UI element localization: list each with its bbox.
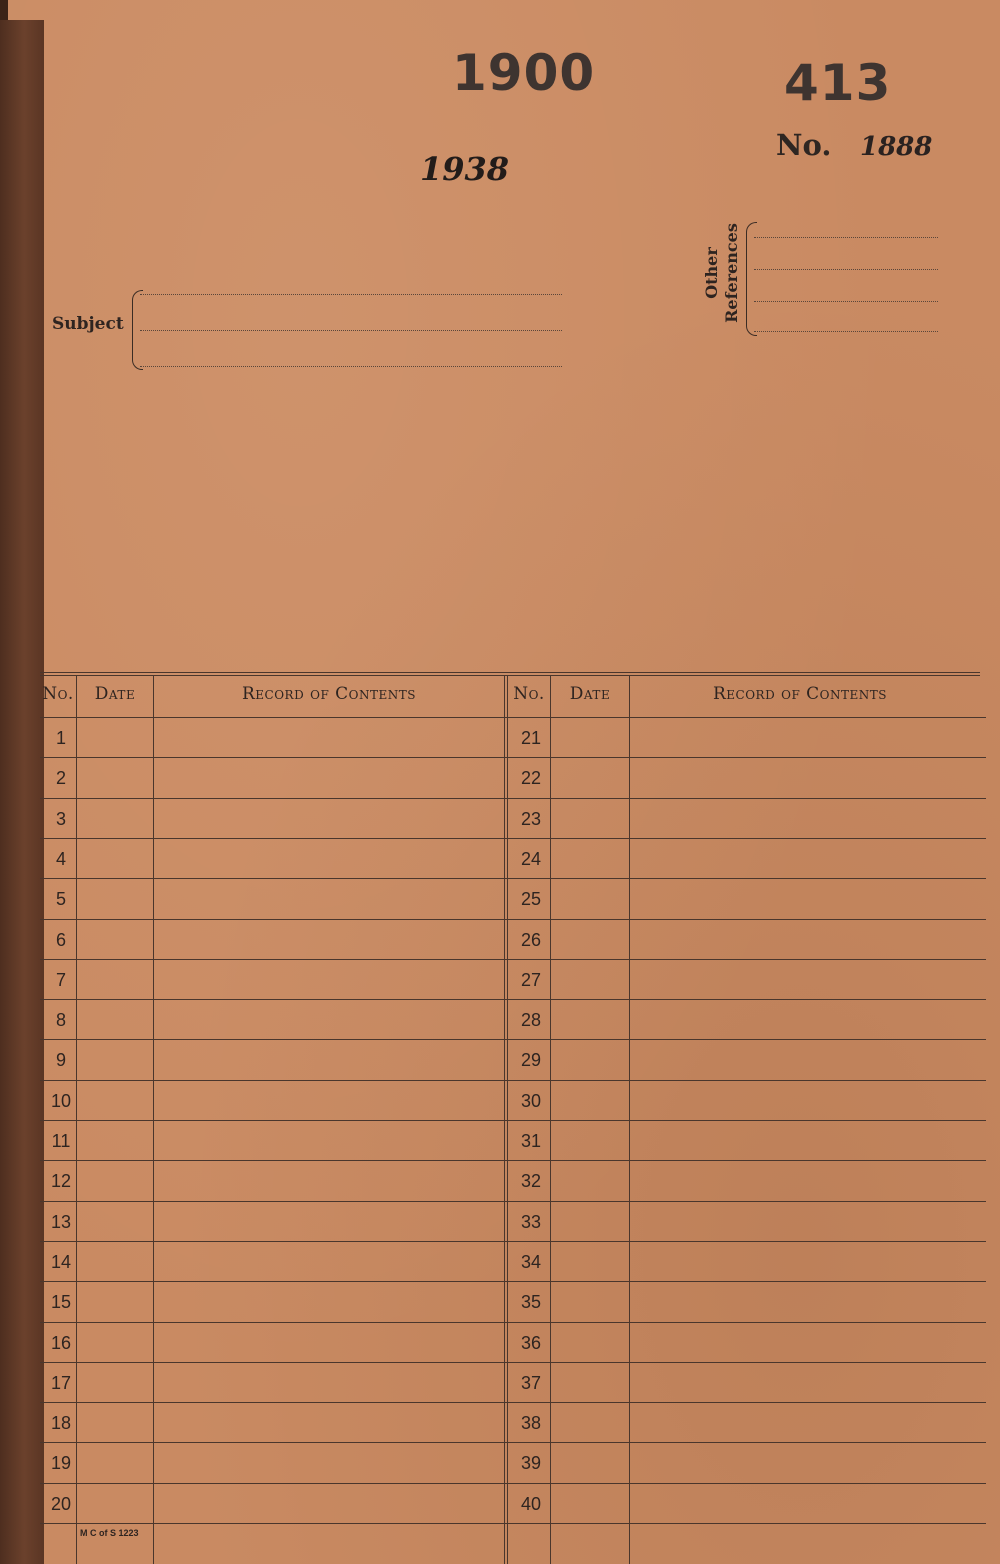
number-value: 1888 <box>860 132 933 162</box>
left-row-number: 3 <box>55 809 66 829</box>
row-rule <box>40 1160 986 1161</box>
other-references-line-1: Other <box>702 247 721 299</box>
right-row-number: 26 <box>520 930 542 950</box>
row-rule <box>40 1402 986 1403</box>
left-row-number: 11 <box>51 1131 71 1151</box>
row-rule <box>40 1120 986 1121</box>
row-rule <box>40 1483 986 1484</box>
right-row-number: 39 <box>520 1453 542 1473</box>
left-row-number: 5 <box>55 889 66 909</box>
right-row-number: 35 <box>520 1292 542 1312</box>
left-row-number: 19 <box>50 1453 72 1473</box>
row-rule <box>40 1241 986 1242</box>
number-label: No. <box>776 128 832 162</box>
right-row-number: 32 <box>520 1171 542 1191</box>
left-row-number: 8 <box>55 1010 66 1030</box>
left-row-number: 10 <box>50 1091 72 1111</box>
left-row-number: 6 <box>55 930 66 950</box>
right-row-number: 28 <box>520 1010 542 1030</box>
left-row-number: 12 <box>50 1171 72 1191</box>
row-rule <box>40 1039 986 1040</box>
file-number-stamp: 413 <box>784 54 892 112</box>
right-row-number: 21 <box>520 728 542 748</box>
header-record-right: Record of Contents <box>712 684 888 704</box>
subject-label: Subject <box>52 314 124 334</box>
left-row-number: 18 <box>50 1413 72 1433</box>
ledger-top-rule-2 <box>40 675 980 676</box>
right-row-number: 23 <box>520 809 542 829</box>
row-rule <box>40 1281 986 1282</box>
row-rule <box>40 757 986 758</box>
right-row-number: 36 <box>520 1333 542 1353</box>
left-row-number: 17 <box>50 1373 72 1393</box>
other-references-line-2: References <box>722 223 741 323</box>
header-date-left: Date <box>94 684 136 704</box>
row-rule <box>40 1201 986 1202</box>
left-row-number: 16 <box>50 1333 72 1353</box>
left-row-number: 20 <box>50 1494 72 1514</box>
ledger-top-rule <box>40 672 980 673</box>
row-rule <box>40 878 986 879</box>
left-row-number: 7 <box>55 970 66 990</box>
header-date-right: Date <box>569 684 611 704</box>
right-row-number: 40 <box>520 1494 542 1514</box>
header-record-left: Record of Contents <box>241 684 417 704</box>
header-no-left: No. <box>42 684 74 704</box>
right-row-number: 22 <box>520 768 542 788</box>
right-row-number: 34 <box>520 1252 542 1272</box>
left-row-number: 15 <box>50 1292 72 1312</box>
row-rule <box>40 838 986 839</box>
row-rule <box>40 1523 986 1524</box>
left-row-number: 13 <box>50 1212 72 1232</box>
right-row-number: 31 <box>520 1131 542 1151</box>
right-row-number: 37 <box>520 1373 542 1393</box>
right-row-number: 29 <box>520 1050 542 1070</box>
year-stamp: 1900 <box>452 44 596 102</box>
row-rule <box>40 798 986 799</box>
row-rule <box>40 919 986 920</box>
row-rule <box>40 999 986 1000</box>
row-rule <box>40 959 986 960</box>
right-row-number: 25 <box>520 889 542 909</box>
right-row-number: 33 <box>520 1212 542 1232</box>
left-row-number: 1 <box>55 728 66 748</box>
left-row-number: 9 <box>55 1050 66 1070</box>
right-row-number: 38 <box>520 1413 542 1433</box>
row-rule <box>40 1080 986 1081</box>
row-rule <box>40 717 986 718</box>
left-row-number: 2 <box>55 768 66 788</box>
row-rule <box>40 1322 986 1323</box>
left-row-number: 4 <box>55 849 66 869</box>
left-row-number: 14 <box>50 1252 72 1272</box>
right-row-number: 24 <box>520 849 542 869</box>
right-row-number: 30 <box>520 1091 542 1111</box>
row-rule <box>40 1442 986 1443</box>
header-no-right: No. <box>513 684 545 704</box>
row-rule <box>40 1362 986 1363</box>
form-code: M C of S 1223 <box>80 1528 139 1538</box>
handwritten-year: 1938 <box>420 150 510 188</box>
right-row-number: 27 <box>520 970 542 990</box>
